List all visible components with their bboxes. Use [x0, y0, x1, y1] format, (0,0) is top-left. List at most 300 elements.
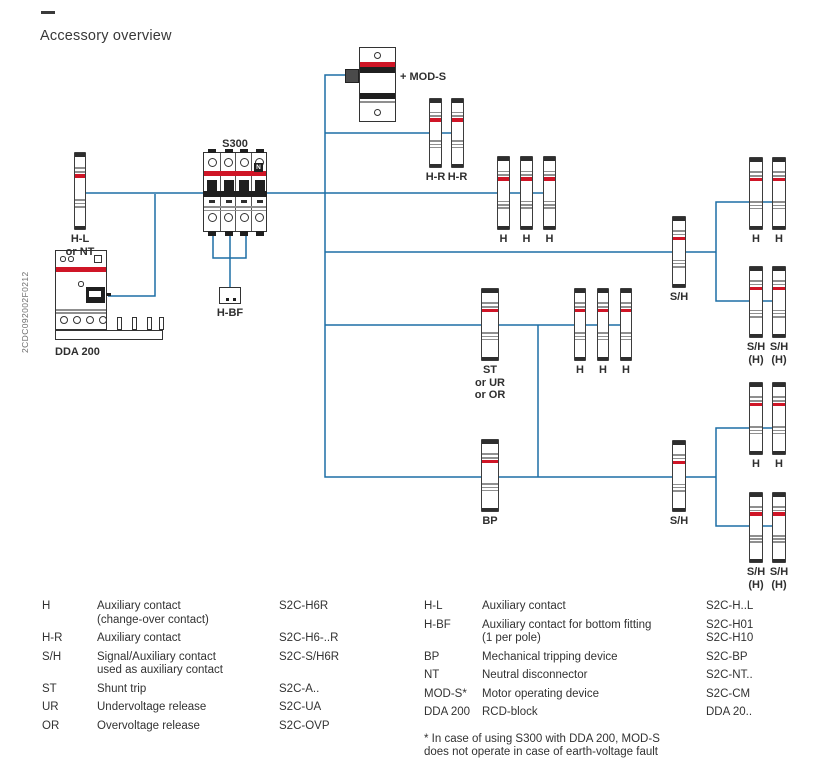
device-stripe: [673, 484, 685, 486]
device-cap-bottom: [544, 226, 555, 230]
device-stripe: [773, 280, 785, 282]
device-cap-top: [750, 158, 762, 162]
device-label-line: H: [752, 458, 760, 470]
pole-mark: [257, 200, 263, 203]
device-h-top-2: [520, 156, 533, 230]
device-label-line: BP: [482, 515, 498, 527]
legend-description: [482, 619, 706, 646]
device-stripe: [773, 535, 785, 537]
device-red-stripe: [773, 512, 785, 516]
device-h-bf: [219, 287, 241, 304]
device-label-sh-lr-2: [770, 566, 788, 591]
device-cap-top: [482, 440, 498, 444]
legend-description-line: used as auxiliary contact: [97, 664, 223, 676]
device-label-line: S/H: [769, 341, 789, 353]
pole-tab-bottom: [208, 231, 216, 236]
device-label-h-mid-3: [622, 364, 630, 377]
legend-term: NT: [424, 669, 440, 681]
pole-terminal-bottom: [255, 213, 264, 222]
device-stripe: [482, 457, 498, 459]
device-stripe: [750, 310, 762, 312]
device-sh-lower: [672, 440, 686, 512]
device-mod-s: [345, 47, 396, 122]
device-cap-bottom: [773, 334, 785, 338]
device-h-l: [74, 152, 86, 230]
device-cap-bottom: [621, 357, 631, 361]
legend-description-line: Auxiliary contact: [482, 600, 566, 612]
device-stripe: [544, 174, 555, 176]
legend-part-number: [279, 600, 339, 627]
device-stripe: [673, 454, 685, 456]
dda-terminal: [99, 316, 107, 324]
dda-busbar-pin: [132, 317, 137, 330]
legend-description: [97, 632, 279, 646]
device-red-stripe: [750, 512, 762, 516]
legend-description: [482, 688, 706, 702]
device-stripe: [750, 510, 762, 512]
legend-part-number: [706, 651, 753, 665]
device-cap-top: [750, 493, 762, 497]
device-label-h-top-3: [546, 233, 554, 246]
device-label-line: H-L: [70, 233, 90, 245]
legend-description: [97, 701, 279, 715]
dda-rail: [55, 330, 163, 340]
device-label-line: ST: [482, 364, 498, 376]
legend-part-line: S2C-H10: [706, 632, 754, 644]
device-label-h-mid-2: [599, 364, 607, 377]
device-red-stripe: [544, 177, 555, 181]
device-stripe: [773, 426, 785, 428]
device-red-stripe: [621, 309, 631, 313]
device-stripe: [773, 430, 785, 432]
device-sh-ur-1: [749, 266, 763, 338]
legend-part-number: [706, 669, 753, 683]
device-stripe: [575, 306, 585, 308]
pole-terminal-top: [208, 158, 217, 167]
legend-description-line: Neutral disconnector: [482, 669, 588, 681]
device-stripe: [673, 490, 685, 492]
device-cap-bottom: [750, 226, 762, 230]
device-stripe: [773, 433, 785, 435]
device-label-line: H: [622, 364, 630, 376]
device-stripe: [598, 306, 608, 308]
device-red-stripe: [521, 177, 532, 181]
legend-description-line: Overvoltage release: [97, 719, 200, 732]
device-red-stripe: [750, 178, 762, 182]
device-cap-top: [750, 383, 762, 387]
mods-dark-band-top: [360, 67, 395, 73]
legend-footnote: [424, 733, 753, 760]
device-label-sh-ur-2: [770, 341, 788, 366]
device-cap-bottom: [673, 508, 685, 512]
device-red-stripe: [750, 403, 762, 407]
legend-part-number: [706, 688, 753, 702]
device-stripe: [750, 201, 762, 203]
device-label-h-lr-2: [775, 458, 783, 471]
device-red-stripe: [75, 174, 85, 178]
legend-row: [424, 600, 753, 614]
legend-description: [482, 600, 706, 614]
device-cap-top: [773, 267, 785, 271]
s300-stripe: [204, 210, 266, 212]
device-red-stripe: [482, 460, 498, 464]
legend-description-line: Signal/Auxiliary contact: [97, 650, 216, 663]
legend-term: H-R: [42, 632, 63, 644]
s300-toggle-bar: [203, 191, 267, 197]
device-label-line: + MOD-S: [400, 71, 447, 83]
device-label-h-l: [66, 233, 95, 258]
device-stripe: [75, 167, 85, 169]
legend-part-line: S2C-BP: [706, 650, 748, 663]
device-red-stripe: [773, 287, 785, 291]
device-red-stripe: [482, 309, 498, 313]
device-cap-bottom: [430, 164, 441, 168]
footnote-line: * In case of using S300 with DDA 200, MOD-S: [424, 732, 660, 745]
device-label-h-ur-2: [775, 233, 783, 246]
legend-row: [42, 600, 339, 627]
dda-terminal: [86, 316, 94, 324]
device-stripe: [430, 147, 441, 149]
device-label-sh-upper: [670, 291, 688, 304]
device-stripe: [750, 541, 762, 543]
device-stripe: [482, 336, 498, 338]
device-label-mod-s: [400, 71, 446, 84]
device-stripe: [521, 201, 532, 203]
legend-term: OR: [42, 719, 60, 732]
device-stripe: [452, 112, 463, 114]
device-cap-top: [773, 158, 785, 162]
device-stripe: [430, 140, 441, 142]
device-label-line: S300: [222, 137, 248, 150]
device-stripe: [498, 201, 509, 203]
device-label-h-ur-1: [752, 233, 760, 246]
device-label-line: or OR: [474, 389, 506, 401]
legend-part-line: S2C-H6-..R: [279, 632, 339, 644]
device-stripe: [482, 483, 498, 485]
device-stripe: [750, 430, 762, 432]
device-sh-upper: [672, 216, 686, 288]
device-red-stripe: [498, 177, 509, 181]
device-dda-200: [55, 250, 163, 342]
legend-row: [424, 651, 753, 665]
device-label-line: H-R: [425, 171, 446, 183]
device-red-stripe: [773, 403, 785, 407]
legend-term: H: [42, 600, 51, 612]
mods-plug: [345, 69, 359, 83]
device-stripe: [750, 433, 762, 435]
hbf-dot: [233, 298, 236, 301]
device-label-h-lr-1: [752, 458, 760, 471]
legend-right-column: [424, 600, 753, 760]
device-stripe: [621, 336, 631, 338]
device-stripe: [575, 332, 585, 334]
device-stripe: [773, 506, 785, 508]
document-code: 2CDC092002F0212: [20, 271, 30, 353]
device-label-h-top-2: [523, 233, 531, 246]
legend-part-line: S2C-NT..: [706, 669, 753, 681]
mods-stripe: [360, 101, 395, 103]
device-cap-top: [598, 289, 608, 293]
device-label-dda-200: [55, 346, 100, 359]
device-stripe: [452, 115, 463, 117]
dda-connector: [86, 287, 105, 303]
legend-row: [42, 701, 339, 715]
device-cap-bottom: [452, 164, 463, 168]
device-stripe: [452, 147, 463, 149]
device-stripe: [773, 208, 785, 210]
device-cap-top: [452, 99, 463, 103]
device-label-line: S/H: [669, 291, 689, 303]
device-cap-bottom: [75, 226, 85, 230]
device-h-top-3: [543, 156, 556, 230]
device-cap-bottom: [673, 284, 685, 288]
device-cap-top: [673, 441, 685, 445]
legend-description-line: Auxiliary contact: [97, 632, 181, 644]
device-stripe: [575, 339, 585, 341]
device-stripe: [750, 400, 762, 402]
page-title: Accessory overview: [40, 28, 172, 44]
device-red-stripe: [673, 237, 685, 241]
device-sh-ur-2: [772, 266, 786, 338]
pole-toggle: [207, 180, 217, 191]
device-stripe: [773, 316, 785, 318]
dda-connector-pin: [106, 293, 111, 296]
legend-description: [482, 669, 706, 683]
device-cap-bottom: [482, 508, 498, 512]
device-stripe: [598, 302, 608, 304]
legend-part-line: S2C-H01: [706, 618, 754, 631]
pole-toggle: [255, 180, 265, 191]
pole-terminal-top: [224, 158, 233, 167]
legend-term: UR: [42, 701, 59, 713]
legend-description-line: Mechanical tripping device: [482, 650, 618, 663]
device-label-h-bf: [217, 307, 243, 320]
device-stripe: [75, 203, 85, 205]
device-stripe: [750, 426, 762, 428]
device-stripe: [452, 140, 463, 142]
device-stripe: [673, 260, 685, 262]
device-stripe: [773, 400, 785, 402]
device-stripe: [430, 112, 441, 114]
device-stripe: [498, 174, 509, 176]
device-label-line: (H): [748, 353, 764, 366]
device-s300: [203, 152, 267, 232]
device-cap-bottom: [498, 226, 509, 230]
device-stripe: [750, 316, 762, 318]
device-label-line: H: [545, 233, 554, 245]
legend-term: ST: [42, 682, 57, 695]
device-cap-bottom: [750, 451, 762, 455]
device-stripe: [673, 263, 685, 265]
legend-description-line: RCD-block: [482, 706, 538, 718]
device-stripe: [750, 313, 762, 315]
legend-description: [482, 706, 706, 720]
legend-row: [42, 632, 339, 646]
device-label-line: H: [775, 458, 783, 470]
legend-term: S/H: [42, 650, 62, 663]
device-red-stripe: [773, 178, 785, 182]
device-cap-top: [673, 217, 685, 221]
legend-part-number: [279, 632, 339, 646]
s300-neutral-mark: N: [254, 163, 263, 172]
device-label-line: H: [775, 233, 783, 245]
legend-part-line: S2C-H6R: [279, 600, 329, 612]
dda-busbar-pin: [117, 317, 122, 330]
mods-body: [359, 47, 396, 122]
pole-toggle: [224, 180, 234, 191]
legend-term: H-L: [424, 600, 443, 612]
device-cap-top: [575, 289, 585, 293]
dda-test-button: [78, 281, 84, 287]
dda-terminal: [73, 316, 81, 324]
legend-description-line: Auxiliary contact for bottom fitting: [482, 618, 652, 631]
device-stripe: [430, 144, 441, 146]
legend-part-number: [706, 619, 753, 646]
legend-part-line: S2C-H..L: [706, 600, 754, 612]
device-stripe: [773, 396, 785, 398]
device-sh-lr-1: [749, 492, 763, 563]
device-cap-bottom: [773, 559, 785, 563]
legend-part-line: DDA 20..: [706, 706, 753, 718]
device-bp: [481, 439, 499, 512]
device-label-line: H-BF: [216, 307, 244, 319]
device-red-stripe: [673, 461, 685, 465]
device-red-stripe: [750, 287, 762, 291]
device-h-lr-1: [749, 382, 763, 455]
device-stripe: [521, 207, 532, 209]
device-label-line: H: [752, 233, 760, 245]
device-label-line: H: [599, 364, 607, 376]
device-stripe: [750, 506, 762, 508]
device-cap-bottom: [575, 357, 585, 361]
mods-screw-bottom: [374, 109, 381, 116]
device-cap-bottom: [598, 357, 608, 361]
device-stripe: [498, 204, 509, 206]
pole-terminal-top: [240, 158, 249, 167]
device-stripe: [452, 144, 463, 146]
device-label-line: or UR: [475, 376, 505, 389]
pole-tab-top: [256, 149, 264, 154]
device-stripe: [773, 510, 785, 512]
device-label-line: (H): [748, 578, 764, 591]
device-label-h-r-2: [448, 171, 468, 184]
device-label-sh-lr-1: [747, 566, 765, 591]
legend-part-number: [706, 706, 753, 720]
device-cap-top: [75, 153, 85, 157]
pole-tab-bottom: [256, 231, 264, 236]
legend-description-line: Shunt trip: [97, 682, 147, 695]
legend-part-number: [279, 701, 339, 715]
legend-description: [97, 600, 279, 627]
device-stripe: [621, 339, 631, 341]
legend-part-line: S2C-A..: [279, 682, 320, 695]
device-stripe: [498, 171, 509, 173]
device-stripe: [482, 339, 498, 341]
device-cap-bottom: [521, 226, 532, 230]
device-cap-top: [498, 157, 509, 161]
device-stripe: [773, 284, 785, 286]
device-stripe: [430, 115, 441, 117]
pole-terminal-bottom: [224, 213, 233, 222]
device-h-ur-2: [772, 157, 786, 230]
device-label-line: H: [522, 233, 531, 245]
pole-tab-bottom: [240, 231, 248, 236]
device-stripe: [482, 332, 498, 334]
device-label-line: (H): [771, 578, 787, 591]
device-stripe: [598, 332, 608, 334]
device-label-line: H: [499, 233, 508, 245]
device-stripe: [750, 538, 762, 540]
device-stripe: [750, 208, 762, 210]
pole-tab-top: [208, 149, 216, 154]
device-stripe: [575, 302, 585, 304]
legend-row: [42, 651, 339, 678]
device-cap-bottom: [773, 451, 785, 455]
legend-term: MOD-S*: [424, 687, 467, 700]
device-stripe: [544, 201, 555, 203]
device-stripe: [621, 332, 631, 334]
device-h-mid-2: [597, 288, 609, 361]
device-cap-top: [773, 493, 785, 497]
device-stripe: [482, 302, 498, 304]
device-stripe: [773, 171, 785, 173]
device-stripe: [750, 171, 762, 173]
device-red-stripe: [598, 309, 608, 313]
device-h-lr-2: [772, 382, 786, 455]
device-stripe: [544, 207, 555, 209]
device-label-bp: [482, 515, 497, 528]
device-label-line: DDA 200: [55, 346, 100, 358]
device-label-line: H: [576, 364, 584, 376]
legend-term: DDA 200: [424, 706, 471, 718]
legend-part-number: [279, 683, 339, 697]
legend-part-number: [706, 600, 753, 614]
device-cap-top: [482, 289, 498, 293]
device-stripe: [673, 458, 685, 460]
device-stripe: [750, 284, 762, 286]
device-label-sh-ur-1: [747, 341, 765, 366]
device-label-line: H-R: [447, 171, 468, 183]
device-h-ur-1: [749, 157, 763, 230]
device-stripe: [521, 204, 532, 206]
legend-description-line: Motor operating device: [482, 687, 599, 700]
footnote-line: does not operate in case of earth-voltage fault: [424, 746, 658, 758]
device-stripe: [773, 175, 785, 177]
legend-term: BP: [424, 650, 440, 663]
legend-description-line: (1 per pole): [482, 632, 541, 644]
dda-connector-inset: [89, 291, 101, 297]
device-label-line: S/H: [746, 566, 766, 578]
device-cap-top: [621, 289, 631, 293]
dda-window: [94, 255, 102, 263]
device-red-stripe: [452, 118, 463, 122]
legend-description: [97, 720, 279, 734]
device-label-line: S/H: [769, 566, 789, 578]
legend-row: [424, 688, 753, 702]
legend-row: [424, 669, 753, 683]
device-stripe: [521, 174, 532, 176]
device-label-sh-lower: [670, 515, 688, 528]
device-stripe: [575, 336, 585, 338]
device-stripe: [673, 234, 685, 236]
legend-row: [424, 619, 753, 646]
device-stripe: [773, 541, 785, 543]
device-stripe: [673, 266, 685, 268]
legend-left-column: [42, 600, 339, 733]
dda-busbar-pin: [147, 317, 152, 330]
pole-mark: [241, 200, 247, 203]
pole-terminal-bottom: [208, 213, 217, 222]
